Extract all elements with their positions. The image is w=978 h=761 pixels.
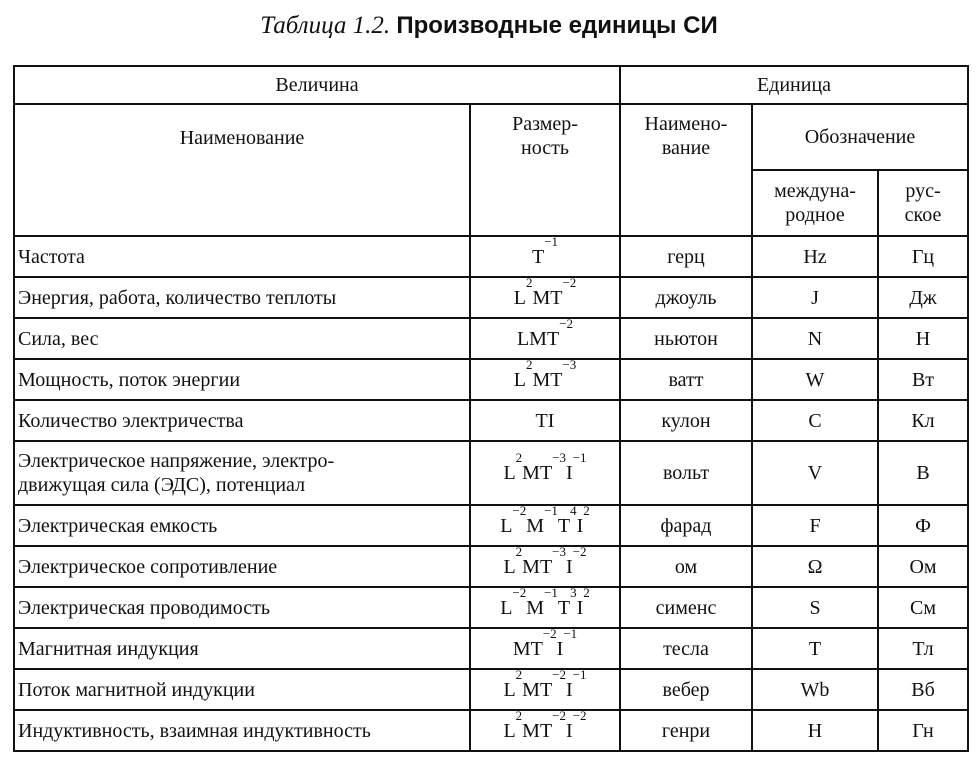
header-quantity: Величина (14, 66, 620, 104)
dimension-cell: $LMT^{-2}$ (470, 318, 620, 359)
header-name: Наименование (14, 104, 470, 236)
international-symbol-cell: Ω (752, 546, 878, 587)
header-international: междуна- родное (752, 170, 878, 236)
russian-symbol-cell: Н (878, 318, 968, 359)
table-row (14, 277, 968, 318)
international-symbol-cell: H (752, 710, 878, 751)
unit-name-cell: ом (620, 546, 752, 587)
dimension-cell: $MT^{-2}I^{-1}$ (470, 628, 620, 669)
quantity-name-cell: Количество электричества (14, 400, 470, 441)
international-symbol-cell: Wb (752, 669, 878, 710)
unit-name-cell: джоуль (620, 277, 752, 318)
quantity-name-cell: Магнитная индукция (14, 628, 470, 669)
quantity-name-cell: Мощность, поток энергии (14, 359, 470, 400)
table-row (14, 400, 968, 441)
quantity-name-cell: Электрическое напряжение, электро- движущая сила (ЭДС), потенциал (14, 441, 470, 505)
table-row (14, 236, 968, 277)
dimension-cell: $L^2MT^{-3}I^{-2}$ (470, 546, 620, 587)
table-row (14, 546, 968, 587)
quantity-name-cell: Электрическая проводимость (14, 587, 470, 628)
table-row (14, 318, 968, 359)
unit-name-cell: вебер (620, 669, 752, 710)
russian-symbol-cell: Дж (878, 277, 968, 318)
table-row (14, 669, 968, 710)
dimension-cell: $L^2MT^{-3}$ (470, 359, 620, 400)
unit-name-cell: сименс (620, 587, 752, 628)
quantity-name-cell: Электрическое сопротивление (14, 546, 470, 587)
russian-symbol-cell: Вб (878, 669, 968, 710)
dimension-cell: $T^{-1}$ (470, 236, 620, 277)
russian-symbol-cell: Ф (878, 505, 968, 546)
unit-name-cell: генри (620, 710, 752, 751)
quantity-name-cell: Индуктивность, взаимная индуктивность (14, 710, 470, 751)
international-symbol-cell: N (752, 318, 878, 359)
russian-symbol-cell: В (878, 441, 968, 505)
dimension-cell: $L^2MT^{-2}$ (470, 277, 620, 318)
international-symbol-cell: V (752, 441, 878, 505)
unit-name-cell: кулон (620, 400, 752, 441)
caption-title: Производные единицы СИ (396, 12, 718, 39)
unit-name-cell: вольт (620, 441, 752, 505)
russian-symbol-cell: См (878, 587, 968, 628)
international-symbol-cell: J (752, 277, 878, 318)
unit-name-cell: фарад (620, 505, 752, 546)
russian-symbol-cell: Ом (878, 546, 968, 587)
quantity-name-cell: Частота (14, 236, 470, 277)
russian-symbol-cell: Вт (878, 359, 968, 400)
table-caption (0, 6, 978, 46)
table-row (14, 710, 968, 751)
dimension-cell: $L^2MT^{-2}I^{-2}$ (470, 710, 620, 751)
caption-prefix: Таблица 1.2. (260, 12, 391, 39)
russian-symbol-cell: Тл (878, 628, 968, 669)
unit-name-cell: тесла (620, 628, 752, 669)
header-russian: рус- ское (878, 170, 968, 236)
header-symbol: Обозначение (752, 104, 968, 170)
international-symbol-cell: C (752, 400, 878, 441)
international-symbol-cell: T (752, 628, 878, 669)
table-row (14, 587, 968, 628)
table-row (14, 628, 968, 669)
dimension-cell: TI (470, 400, 620, 441)
header-row-top (14, 66, 968, 104)
header-unit-name: Наимено- вание (620, 104, 752, 236)
si-units-table (13, 65, 969, 752)
international-symbol-cell: S (752, 587, 878, 628)
table-row (14, 441, 968, 505)
header-unit: Единица (620, 66, 968, 104)
dimension-cell: $L^2MT^{-3}I^{-1}$ (470, 441, 620, 505)
russian-symbol-cell: Кл (878, 400, 968, 441)
quantity-name-cell: Электрическая емкость (14, 505, 470, 546)
unit-name-cell: ватт (620, 359, 752, 400)
unit-name-cell: герц (620, 236, 752, 277)
quantity-name-cell: Сила, вес (14, 318, 470, 359)
international-symbol-cell: Hz (752, 236, 878, 277)
russian-symbol-cell: Гц (878, 236, 968, 277)
international-symbol-cell: F (752, 505, 878, 546)
header-dimension: Размер- ность (470, 104, 620, 236)
international-symbol-cell: W (752, 359, 878, 400)
dimension-cell: $L^2MT^{-2}I^{-1}$ (470, 669, 620, 710)
table-row (14, 505, 968, 546)
dimension-cell: $L^{-2}M^{-1}T^3I^2$ (470, 587, 620, 628)
table-row (14, 359, 968, 400)
unit-name-cell: ньютон (620, 318, 752, 359)
quantity-name-cell: Поток магнитной индукции (14, 669, 470, 710)
dimension-cell: $L^{-2}M^{-1}T^4I^2$ (470, 505, 620, 546)
quantity-name-cell: Энергия, работа, количество теплоты (14, 277, 470, 318)
header-row-middle (14, 104, 968, 170)
russian-symbol-cell: Гн (878, 710, 968, 751)
